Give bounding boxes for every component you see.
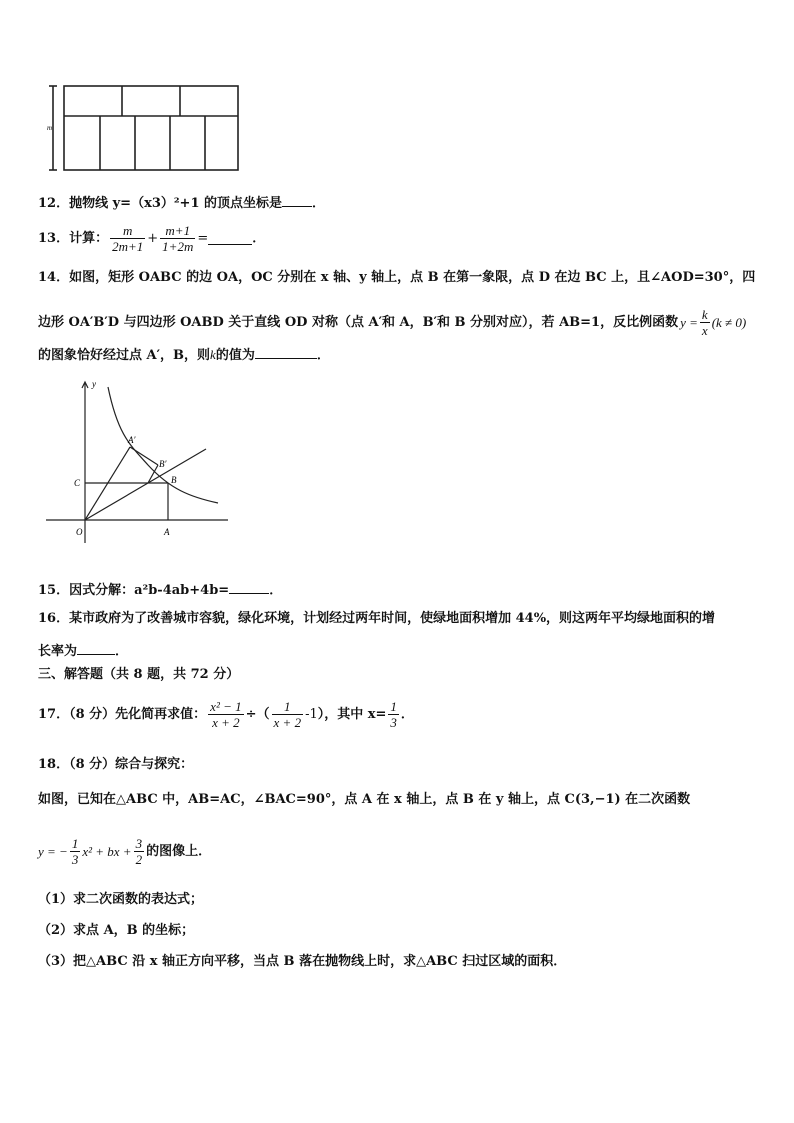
q14-line-2 [38, 308, 746, 337]
fraction [272, 700, 304, 729]
q14-end: ． [316, 348, 330, 363]
m-label: m [47, 124, 53, 132]
q17-prefix: 17．（8 分）先化简再求值： [38, 707, 207, 722]
label-a: A [164, 527, 170, 537]
label-y: y [92, 379, 96, 389]
fraction-numerator: 1 [71, 836, 79, 851]
divide-open: ÷（ [245, 707, 270, 722]
fraction-denominator: x + 2 [273, 715, 302, 730]
answer-blank[interactable] [255, 346, 317, 359]
label-o: O [76, 527, 83, 537]
fraction [110, 224, 145, 253]
answer-blank[interactable] [229, 581, 269, 594]
q14-line-2-text: 边形 OA′B′D 与四边形 OABD 关于直线 OD 对称（点 A′和 A，B′和 B 分别对应），若 AB=1，反比例函数 [38, 315, 679, 330]
fraction [70, 837, 81, 866]
answer-blank[interactable] [208, 232, 252, 245]
q16-line-1: 16．某市政府为了改善城市容貌，绿化环境，计划经过两年时间，使绿地面积增加 44%，则这两年平均绿地面积的增 [38, 611, 716, 626]
fraction-numerator: 1 [272, 700, 304, 715]
fraction-numerator: m [110, 224, 145, 239]
label-b: B [171, 475, 177, 485]
fraction-numerator: 1 [390, 699, 397, 714]
fraction-denominator: 2 [135, 852, 143, 867]
answer-blank[interactable] [282, 194, 312, 207]
answer-blank[interactable] [77, 642, 115, 655]
k-variable: k [210, 347, 216, 362]
q17-mid: ），其中 x= [317, 707, 387, 722]
q18-line-1: 如图，已知在△ABC 中，AB=AC，∠BAC=90°，点 A 在 x 轴上，点 B 在 y 轴上，点 C(3,−1) 在二次函数 [38, 792, 691, 807]
q16-end: ． [115, 644, 129, 659]
equals-sign: = [197, 231, 209, 246]
function-lhs: y = − [38, 844, 68, 859]
q14-line-3-text: 的图象恰好经过点 A′，B，则 [38, 348, 211, 363]
minus-one: -1 [305, 707, 318, 722]
function-fraction [700, 308, 710, 337]
question-12 [38, 194, 325, 210]
plus-sign: + [147, 231, 159, 246]
q13-prefix: 13．计算： [38, 231, 109, 246]
label-c: C [74, 478, 81, 488]
q12-end: ． [312, 196, 326, 211]
q14-line-3 [38, 346, 330, 362]
q18-sub-2: （2）求点 A，B 的坐标； [38, 923, 195, 938]
q16-line-2-text: 长率为 [38, 644, 78, 659]
function-condition: (k ≠ 0) [711, 315, 747, 330]
q18-function [38, 837, 211, 866]
q18-title: 18．（8 分）综合与探究： [38, 757, 194, 772]
fraction-denominator: x + 2 [212, 715, 240, 730]
q16-line-2 [38, 642, 128, 658]
fraction [160, 224, 195, 253]
q18-sub-3: （3）把△ABC 沿 x 轴正方向平移，当点 B 落在抛物线上时，求△ABC 扫过区域的面积． [38, 954, 567, 969]
label-b-prime: B′ [159, 459, 167, 469]
fraction [388, 700, 399, 729]
coordinate-figure-q14 [40, 375, 240, 545]
label-a-prime: A′ [128, 435, 136, 445]
function-lhs: y = [680, 315, 698, 330]
fraction-denominator: 1+2m [162, 239, 194, 254]
outer-rectangle [64, 86, 238, 170]
fraction-denominator: 3 [71, 852, 79, 867]
question-15 [38, 581, 282, 597]
q14-line-3-post: 的值为 [215, 348, 255, 363]
fraction-numerator: x² − 1 [210, 699, 242, 714]
q15-end: ． [269, 583, 283, 598]
fraction [208, 700, 243, 729]
fraction-numerator: m+1 [160, 224, 195, 239]
segment-a1b1 [130, 447, 158, 465]
q13-end: ． [252, 231, 266, 246]
section-title: 三、解答题（共 8 题，共 72 分） [38, 667, 240, 682]
question-13 [38, 224, 265, 253]
hyperbola-curve [108, 387, 218, 503]
q14-line-1: 14．如图，矩形 OABC 的边 OA，OC 分别在 x 轴、y 轴上，点 B 在第一象限，点 D 在边 BC 上，且∠AOD=30°，四 [38, 270, 756, 285]
function-post: 的图像上． [146, 844, 212, 859]
fraction [134, 837, 145, 866]
rectangle-partition-figure [44, 82, 254, 182]
fraction-numerator: k [701, 307, 708, 322]
fraction-denominator: 3 [390, 715, 397, 730]
line-od [85, 449, 206, 520]
function-middle: x² + bx + [82, 844, 132, 859]
q12-text: 12．抛物线 y=（x3）²+1 的顶点坐标是 [38, 196, 283, 211]
q17-end: ． [400, 707, 414, 722]
q18-sub-1: （1）求二次函数的表达式； [38, 892, 204, 907]
fraction-denominator: x [701, 323, 708, 338]
fraction-denominator: 2m+1 [112, 239, 144, 254]
q15-text: 15．因式分解：a²b-4ab+4b= [38, 583, 230, 598]
fraction-numerator: 3 [135, 836, 143, 851]
question-17 [38, 700, 414, 729]
